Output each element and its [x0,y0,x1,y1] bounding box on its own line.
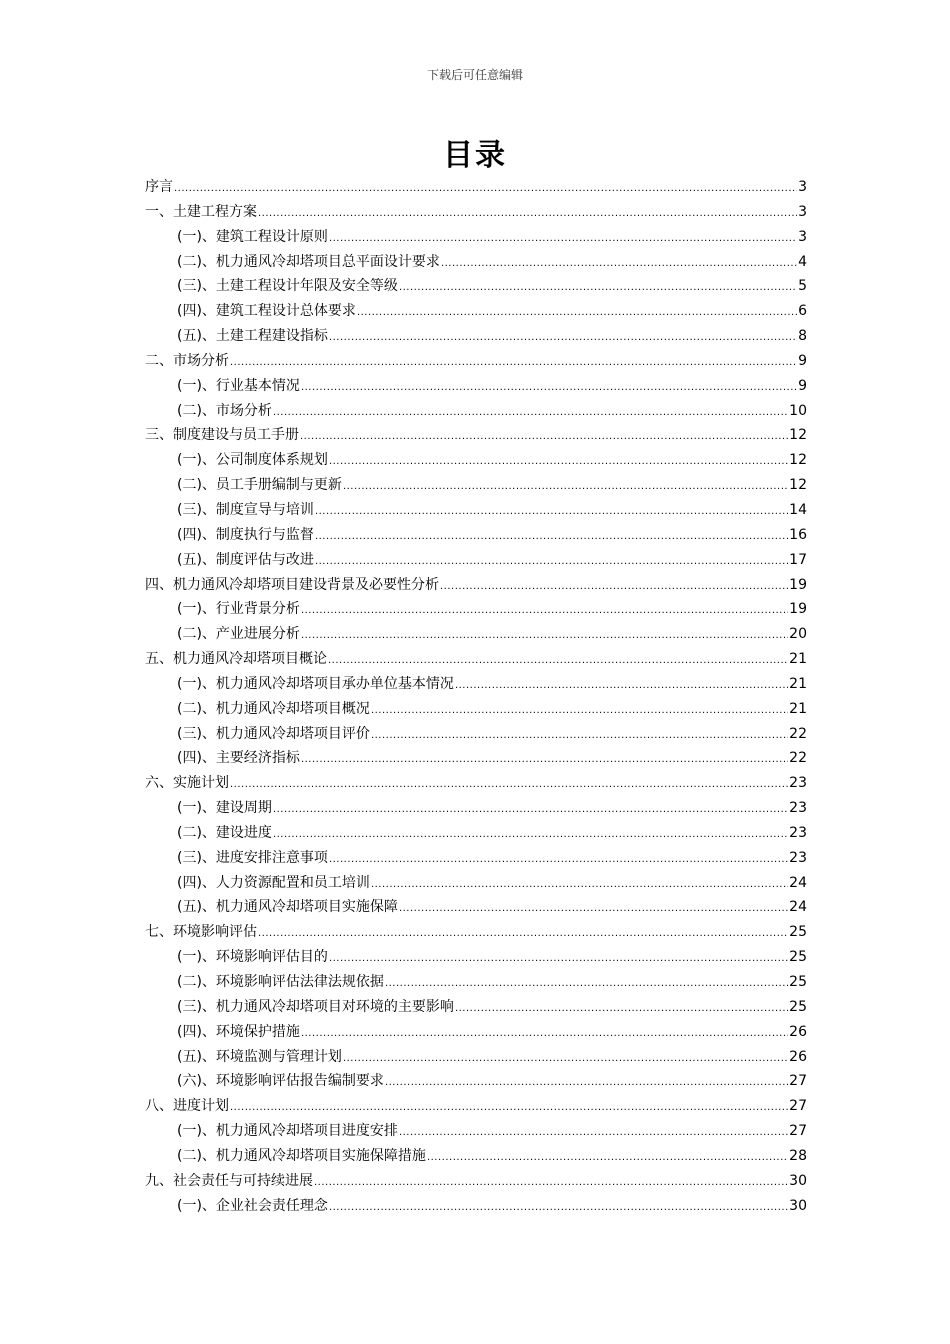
toc-leader-dots [301,599,788,624]
toc-leader-dots [371,724,788,749]
toc-entry-page: 23 [789,824,807,841]
toc-entry-page: 6 [798,303,807,320]
toc-entry-label: (一)、行业背景分析 [177,601,300,618]
toc-entry-page: 23 [789,849,807,866]
toc-leader-dots [427,1146,788,1171]
toc-entry-page: 24 [789,874,807,891]
toc-leader-dots [230,773,788,798]
toc-entry-label: (四)、建筑工程设计总体要求 [177,303,356,320]
toc-entry-page: 26 [789,1048,807,1065]
toc-leader-dots [174,177,797,202]
toc-leader-dots [329,227,797,252]
toc-entry-label: 二、市场分析 [145,352,229,369]
toc-entry[interactable] [145,945,807,970]
toc-entry[interactable] [145,448,807,473]
toc-entry-label: 五、机力通风冷却塔项目概论 [145,651,327,668]
toc-entry-page: 23 [789,775,807,792]
toc-entry-page: 25 [789,924,807,941]
toc-entry-page: 3 [798,179,807,195]
toc-entry[interactable] [145,871,807,896]
toc-leader-dots [455,674,788,699]
toc-entry-label: (一)、机力通风冷却塔项目进度安排 [177,1123,398,1140]
toc-entry-page: 8 [798,328,807,345]
toc-entry-page: 30 [789,1172,807,1189]
toc-entry[interactable] [145,597,807,622]
toc-entry[interactable] [145,821,807,846]
toc-entry-page: 25 [789,998,807,1015]
toc-entry-label: 九、社会责任与可持续进展 [145,1172,313,1189]
toc-entry[interactable] [145,299,807,324]
toc-entry-label: (二)、员工手册编制与更新 [177,477,342,494]
toc-entry[interactable] [145,895,807,920]
toc-leader-dots [273,401,788,426]
toc-entry-page: 16 [789,526,807,543]
toc-leader-dots [343,1047,788,1072]
toc-entry[interactable] [145,746,807,771]
toc-leader-dots [440,575,788,600]
toc-entry[interactable] [145,374,807,399]
toc-entry-page: 3 [798,228,807,245]
toc-leader-dots [258,202,797,227]
toc-entry[interactable] [145,622,807,647]
toc-leader-dots [230,1096,788,1121]
toc-entry[interactable] [145,1169,807,1194]
toc-leader-dots [258,922,788,947]
toc-entry-page: 12 [789,477,807,494]
toc-entry-page: 14 [789,501,807,518]
toc-leader-dots [385,972,788,997]
toc-entry-label: (二)、机力通风冷却塔项目概况 [177,700,370,717]
toc-leader-dots [301,376,797,401]
toc-leader-dots [371,699,788,724]
toc-entry[interactable] [145,200,807,225]
toc-entry-label: (三)、制度宣导与培训 [177,501,314,518]
toc-entry[interactable] [145,672,807,697]
toc-entry-label: (二)、建设进度 [177,824,272,841]
toc-leader-dots [399,1121,788,1146]
toc-entry-label: 六、实施计划 [145,775,229,792]
toc-leader-dots [315,550,788,575]
toc-entry-label: (五)、制度评估与改进 [177,551,314,568]
toc-entry-page: 24 [789,899,807,916]
toc-entry-page: 22 [789,725,807,742]
toc-entry[interactable] [145,523,807,548]
toc-leader-dots [329,1196,788,1221]
toc-entry-label: (四)、制度执行与监督 [177,526,314,543]
toc-leader-dots [399,276,797,301]
toc-leader-dots [343,475,788,500]
toc-entry-page: 17 [789,551,807,568]
toc-entry-label: (一)、建设周期 [177,800,272,817]
toc-entry[interactable] [145,324,807,349]
toc-entry-page: 9 [798,377,807,394]
toc-entry-page: 9 [798,352,807,369]
toc-entry-page: 30 [789,1197,807,1214]
page-header: 下载后可任意编辑 [426,68,523,82]
toc-leader-dots [314,1171,788,1196]
toc-entry[interactable] [145,573,807,598]
toc-entry[interactable] [145,423,807,448]
toc-entry-label: 序言 [145,179,173,195]
toc-entry-label: (二)、产业进展分析 [177,626,300,643]
toc-leader-dots [441,252,797,277]
toc-entry-label: (五)、环境监测与管理计划 [177,1048,342,1065]
toc-entry[interactable] [145,349,807,374]
toc-entry-page: 22 [789,750,807,767]
toc-entry-label: (二)、市场分析 [177,402,272,419]
toc-entry[interactable] [145,274,807,299]
toc-entry-page: 20 [789,626,807,643]
toc-entry[interactable] [145,771,807,796]
toc-entry[interactable] [145,548,807,573]
toc-leader-dots [273,798,788,823]
toc-entry[interactable] [145,473,807,498]
toc-entry[interactable] [145,1069,807,1094]
toc-entry[interactable] [145,846,807,871]
toc-leader-dots [371,873,788,898]
toc-entry[interactable] [145,722,807,747]
toc-leader-dots [230,351,797,376]
toc-entry-label: 三、制度建设与员工手册 [145,427,299,444]
toc-entry-label: (三)、进度安排注意事项 [177,849,328,866]
toc-leader-dots [455,997,788,1022]
page-title: 目录 [443,138,507,173]
toc-entry[interactable] [145,225,807,250]
toc-entry-label: (一)、环境影响评估目的 [177,949,328,966]
toc-leader-dots [328,649,788,674]
toc-leader-dots [300,425,788,450]
toc-entry[interactable] [145,920,807,945]
toc-entry-page: 5 [798,278,807,295]
toc-entry-page: 27 [789,1123,807,1140]
toc-entry[interactable] [145,250,807,275]
toc-entry-label: (二)、环境影响评估法律法规依据 [177,974,384,990]
toc-entry-page: 26 [789,1023,807,1040]
toc-entry-label: (三)、机力通风冷却塔项目对环境的主要影响 [177,998,454,1015]
toc-entry[interactable] [145,796,807,821]
toc-entry-page: 10 [789,402,807,419]
toc-entry[interactable] [145,970,807,995]
toc-entry-label: (四)、主要经济指标 [177,750,300,767]
toc-entry[interactable] [145,647,807,672]
toc-leader-dots [329,326,797,351]
toc-entry-label: 八、进度计划 [145,1098,229,1115]
table-of-contents [145,175,807,1218]
toc-entry[interactable] [145,1119,807,1144]
toc-entry-page: 23 [789,800,807,817]
toc-entry[interactable] [145,1020,807,1045]
toc-leader-dots [329,947,788,972]
toc-leader-dots [357,301,797,326]
toc-entry-page: 21 [789,651,807,668]
toc-entry[interactable] [145,1094,807,1119]
toc-entry-label: 四、机力通风冷却塔项目建设背景及必要性分析 [145,576,439,593]
toc-leader-dots [301,1022,788,1047]
toc-entry[interactable] [145,175,807,200]
toc-leader-dots [385,1071,788,1096]
toc-entry-label: (二)、机力通风冷却塔项目实施保障措施 [177,1147,426,1164]
toc-entry-label: (二)、机力通风冷却塔项目总平面设计要求 [177,253,440,270]
toc-entry[interactable] [145,995,807,1020]
toc-entry-label: (三)、土建工程设计年限及安全等级 [177,278,398,295]
toc-entry-label: (四)、环境保护措施 [177,1023,300,1040]
toc-leader-dots [329,450,788,475]
toc-entry-page: 21 [789,700,807,717]
toc-entry-page: 27 [789,1073,807,1090]
toc-entry-label: (一)、建筑工程设计原则 [177,228,328,245]
toc-entry[interactable] [145,498,807,523]
toc-leader-dots [301,748,788,773]
toc-leader-dots [301,624,788,649]
toc-entry-page: 21 [789,675,807,692]
toc-leader-dots [273,823,788,848]
toc-entry-page: 27 [789,1098,807,1115]
toc-entry-label: (三)、机力通风冷却塔项目评价 [177,725,370,742]
toc-leader-dots [315,525,788,550]
toc-entry[interactable] [145,697,807,722]
toc-entry-label: (五)、机力通风冷却塔项目实施保障 [177,899,398,916]
toc-entry-label: (一)、公司制度体系规划 [177,452,328,469]
toc-entry[interactable] [145,1144,807,1169]
toc-entry[interactable] [145,1045,807,1070]
toc-leader-dots [315,500,788,525]
toc-entry-label: (五)、土建工程建设指标 [177,328,328,345]
toc-entry[interactable] [145,1194,807,1219]
toc-entry-page: 4 [798,253,807,270]
toc-entry-page: 19 [789,601,807,618]
toc-entry-label: (四)、人力资源配置和员工培训 [177,874,370,891]
toc-entry-label: (一)、企业社会责任理念 [177,1197,328,1214]
toc-entry-label: (一)、机力通风冷却塔项目承办单位基本情况 [177,675,454,692]
toc-entry-page: 12 [789,452,807,469]
toc-entry-page: 25 [789,974,807,990]
toc-entry-page: 25 [789,949,807,966]
toc-leader-dots [329,848,788,873]
toc-entry-page: 12 [789,427,807,444]
toc-entry[interactable] [145,399,807,424]
toc-entry-label: 一、土建工程方案 [145,203,257,220]
toc-entry-page: 19 [789,576,807,593]
toc-entry-page: 28 [789,1147,807,1164]
toc-leader-dots [399,897,788,922]
toc-entry-label: (一)、行业基本情况 [177,377,300,394]
toc-entry-page: 3 [798,203,807,220]
toc-entry-label: 七、环境影响评估 [145,924,257,941]
toc-entry-label: (六)、环境影响评估报告编制要求 [177,1073,384,1090]
